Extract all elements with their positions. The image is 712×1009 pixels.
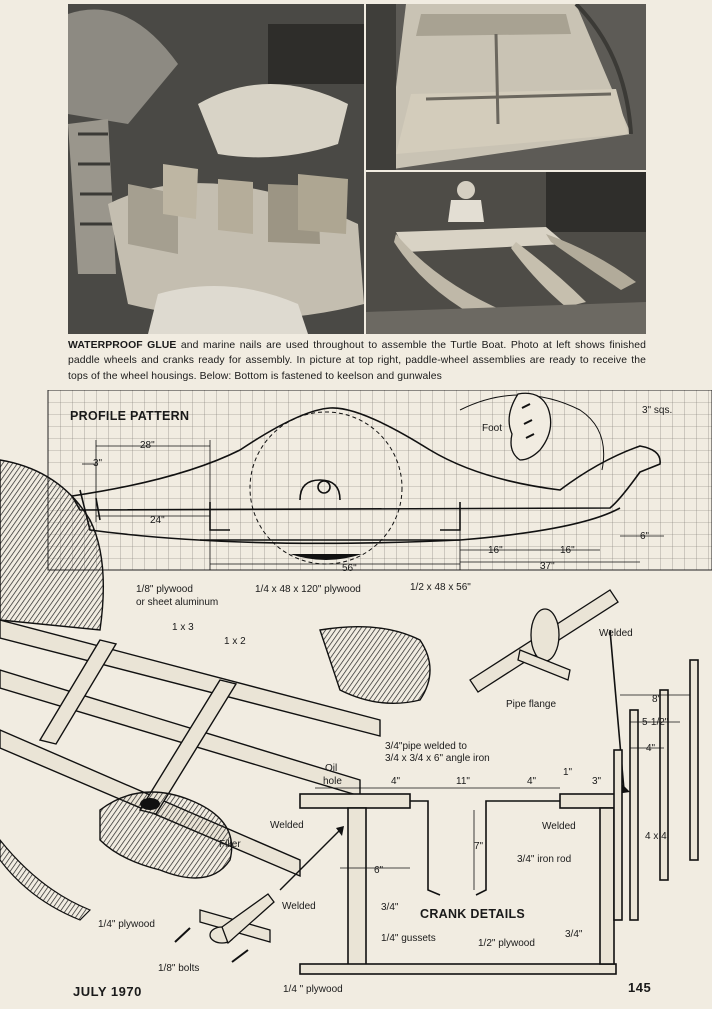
label-plywood-sheet-2: or sheet aluminum [136, 597, 219, 608]
dim-37: 37" [540, 561, 555, 572]
label-plywood-56: 1/2 x 48 x 56" [410, 582, 471, 593]
label-plywood-quarter-crank: 1/4 " plywood [283, 984, 343, 995]
profile-title: PROFILE PATTERN [70, 409, 190, 423]
label-pipe-2: 3/4 x 3/4 x 6" angle iron [385, 753, 490, 764]
crank-dim-6: 6" [374, 865, 384, 876]
dim-6: 6" [640, 531, 650, 542]
label-welded-crank-right: Welded [542, 821, 576, 832]
dim-28: 28" [140, 440, 155, 451]
caption-text: and marine nails are used throughout to assemble the Turtle Boat. Photo at left shows finished paddle wheels and cranks ready for assembly. In picture at top right, paddle-wheel assemblies are ready to receive the tops of the wheel housings. Below: Bottom is fastened to keelson and gunwales [68, 340, 646, 382]
label-gussets: 1/4" gussets [381, 933, 436, 944]
crank-drawing [300, 660, 698, 974]
crank-dim-1: 1" [563, 767, 573, 778]
label-plywood-sheet: 1/8" plywood [136, 584, 193, 595]
label-plywood-120: 1/4 x 48 x 120" plywood [255, 584, 361, 595]
page-number: 145 [628, 980, 652, 995]
photo-caption [68, 338, 646, 384]
technical-drawings [0, 390, 712, 1009]
foot-label: Foot [482, 423, 503, 434]
crank-dim-5half: 5-1/2" [642, 717, 669, 728]
photo-boat-bottom [366, 172, 646, 334]
label-pipe: 3/4"pipe welded to [385, 741, 467, 752]
crank-title: CRANK DETAILS [420, 907, 526, 921]
bolt-bracket-drawing [200, 894, 274, 943]
photo-wheel-housings [366, 4, 646, 170]
crank-dim-8: 8" [652, 694, 662, 705]
label-1x2: 1 x 2 [224, 636, 246, 647]
crank-dim-4a: 4" [391, 776, 401, 787]
crank-dim-11: 11" [456, 776, 470, 787]
label-hole: hole [323, 776, 342, 787]
label-welded-bracket: Welded [282, 901, 316, 912]
crank-dim-34a: 3/4" [381, 902, 399, 913]
photo-paddle-wheels [68, 4, 364, 334]
dim-24: 24" [150, 515, 165, 526]
crank-dim-34b: 3/4" [565, 929, 583, 940]
crank-dim-3: 3" [592, 776, 602, 787]
dim-16b: 16" [560, 545, 575, 556]
dim-56: 56" [342, 563, 357, 574]
label-iron-rod: 3/4" iron rod [517, 854, 572, 865]
label-1x3: 1 x 3 [172, 622, 194, 633]
label-welded-flange: Welded [599, 628, 633, 639]
dim-3: 3" [93, 458, 103, 469]
crank-dim-4b: 4" [527, 776, 537, 787]
label-bolts: 1/8" bolts [158, 963, 200, 974]
dim-16a: 16" [488, 545, 503, 556]
crank-dim-7: 7" [474, 841, 484, 852]
crank-dim-4c: 4" [646, 743, 656, 754]
turtle-head [100, 792, 232, 878]
label-filler: Filler [219, 839, 241, 850]
grid-scale-label: 3" sqs. [642, 405, 673, 416]
label-pipe-flange: Pipe flange [506, 699, 557, 710]
footer-date: JULY 1970 [73, 984, 142, 999]
label-welded-crank-left: Welded [270, 820, 304, 831]
label-oil: Oil [325, 763, 338, 774]
label-plywood-half: 1/2" plywood [478, 938, 535, 949]
caption-lead: WATERPROOF GLUE [68, 340, 177, 351]
label-4x4: 4 x 4 [645, 831, 667, 842]
pipe-flange-drawing [470, 590, 618, 692]
turtle-foot-right [320, 627, 430, 704]
label-plywood-quarter: 1/4" plywood [98, 919, 155, 930]
